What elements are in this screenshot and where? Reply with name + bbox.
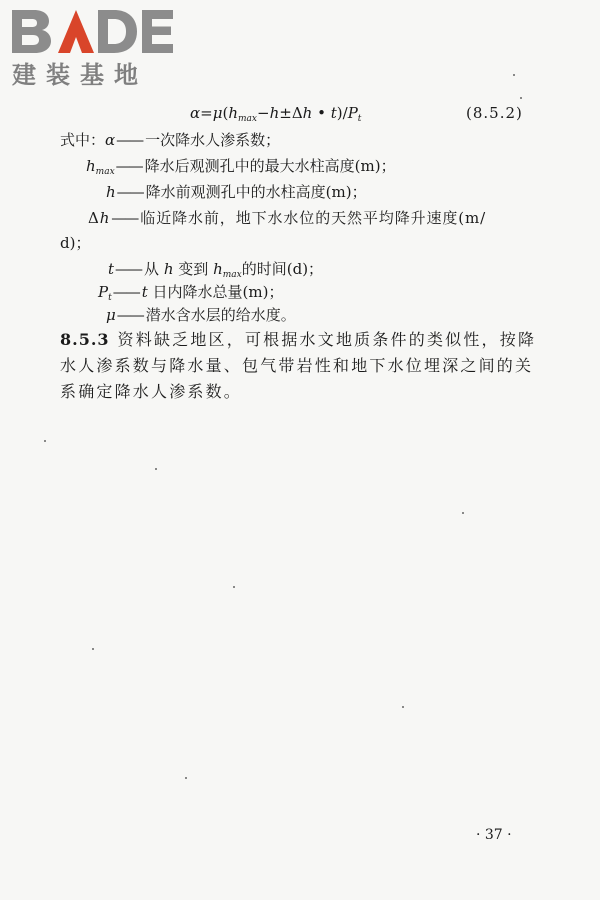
equation-number: (8.5.2) (466, 104, 523, 122)
definition-alpha: 式中：α—— 一次降水人渗系数； (60, 131, 281, 149)
formula-8-5-2 (0, 104, 600, 128)
definition-mu: μ—— 潜水含水层的给水度。 (106, 306, 296, 324)
definition-Pt: $P_t——$ t 日内降水总量(m)； (98, 283, 284, 303)
section-8-5-3 (60, 327, 550, 405)
definition-t: t—— 从 h 变到 $h_{max}$的时间(d)； (108, 260, 324, 280)
definition-delta-h-cont: d)； (60, 234, 91, 252)
section-number: 8.5.3 (60, 330, 110, 349)
bade-logo (8, 4, 178, 88)
scan-speck (92, 648, 94, 650)
scan-speck (185, 777, 187, 779)
definition-delta-h: Δh—— 临近降水前，地下水水位的天然平均降升速度(m/ (88, 209, 487, 227)
section-text: 资料缺乏地区，可根据水文地质条件的类似性，按降水人渗系数与降水量、包气带岩性和地下水位埋深之间的关系确定降水人渗系数。 (60, 330, 537, 401)
bade-logo-icon (8, 4, 178, 88)
scan-speck (233, 586, 235, 588)
definition-hmax: $h_{max}——$ 降水后观测孔中的最大水柱高度(m)； (86, 157, 396, 177)
scan-speck (513, 74, 515, 76)
scan-speck (155, 468, 157, 470)
definition-h: h—— 降水前观测孔中的水柱高度(m)； (106, 183, 367, 201)
page-number: · 37 · (476, 827, 512, 843)
logo-subtitle: 建装基地 (12, 61, 148, 88)
scan-speck (44, 440, 46, 442)
formula-expression: $\alpha=\mu(h_{max}-h\pm\Delta h$ • $t)/P_t$ (190, 104, 362, 124)
scan-speck (462, 512, 464, 514)
scan-speck (520, 97, 522, 99)
scan-speck (402, 706, 404, 708)
